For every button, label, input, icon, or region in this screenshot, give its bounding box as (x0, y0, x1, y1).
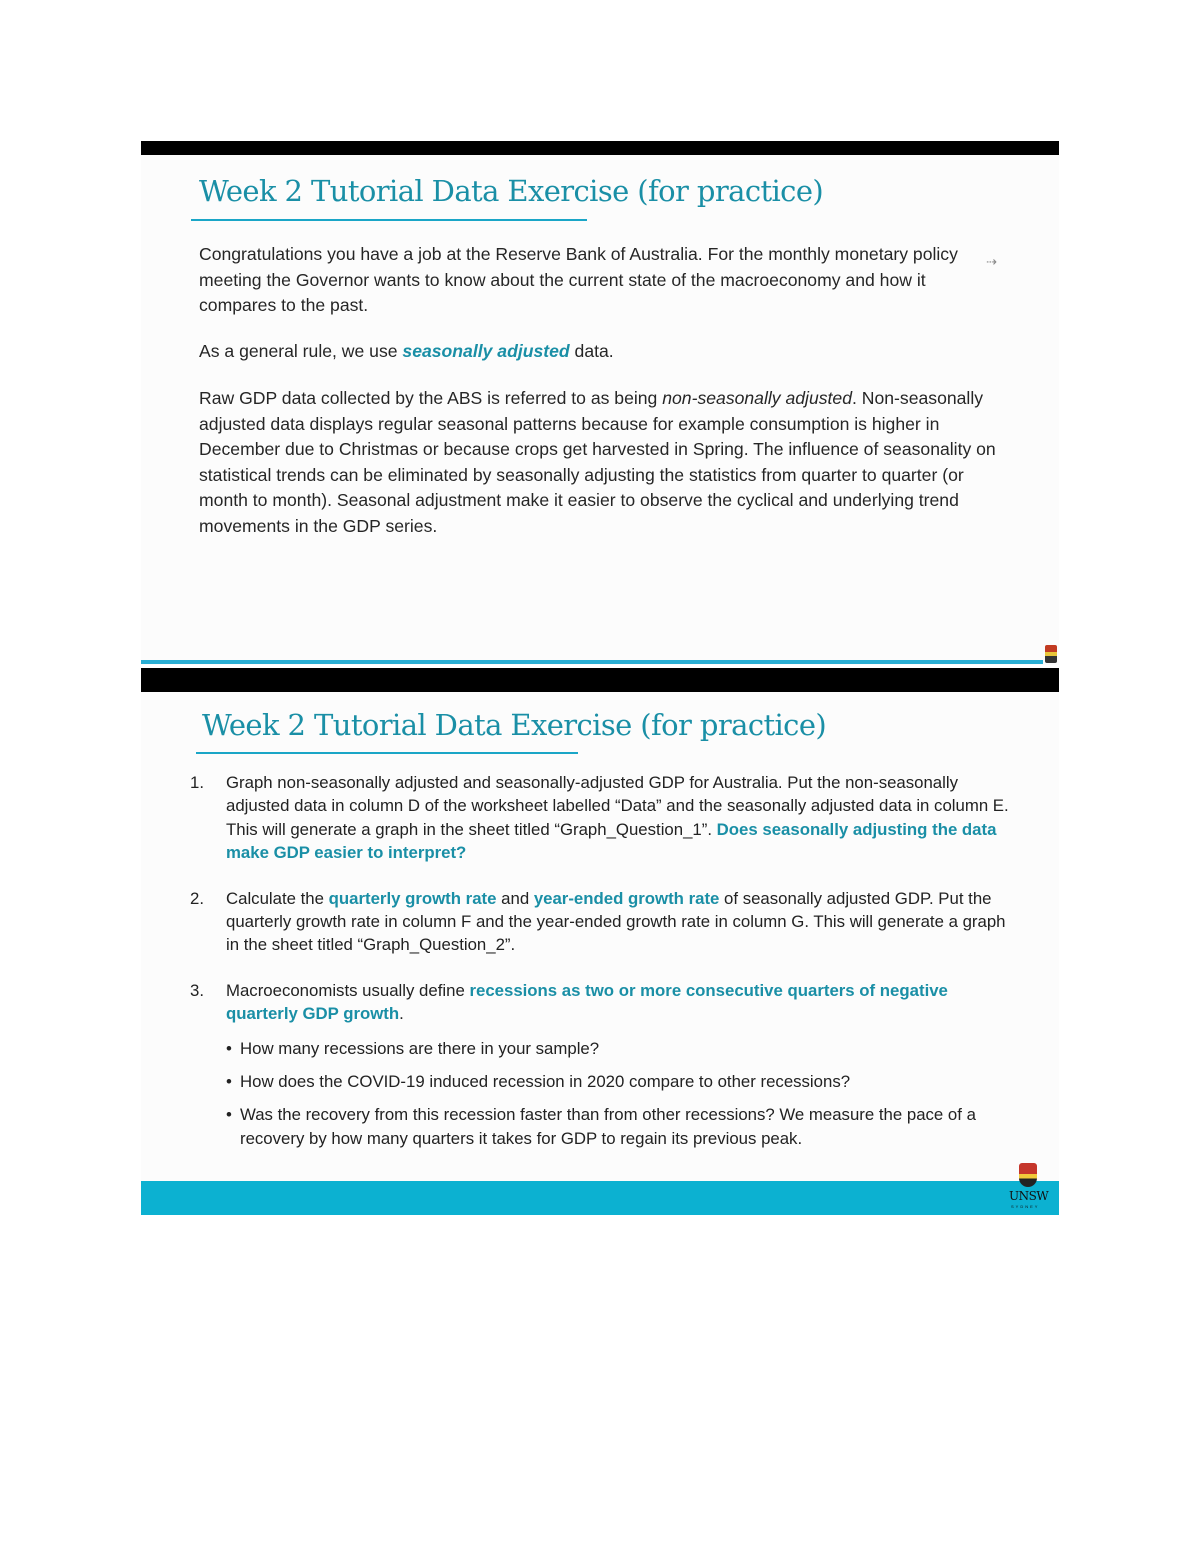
emphasis-text: year-ended growth rate (533, 888, 720, 908)
bullet-icon: • (226, 1038, 232, 1058)
slide-1 (141, 141, 1059, 665)
sub-question-text: How many recessions are there in your sample? (240, 1038, 600, 1058)
item-number: 2. (190, 888, 204, 908)
bullet-icon: • (226, 1105, 232, 1125)
slide-top-bar (141, 141, 1059, 155)
slide-footer (141, 1181, 1059, 1215)
list-item (185, 979, 1015, 1150)
title-underline (191, 219, 587, 221)
item-number: 1. (190, 773, 204, 792)
text-run: Raw GDP data collected by the ABS is referred to as being (199, 388, 663, 408)
unsw-crest-icon (1019, 1163, 1037, 1187)
unsw-logo-text: UNSW (1009, 1189, 1049, 1203)
raw-gdp-paragraph (199, 386, 999, 539)
sub-question (226, 1070, 1015, 1093)
sub-question (226, 1103, 1015, 1150)
task-text: Graph non-seasonally adjusted and seasonally-adjusted GDP for Australia. Put the non-seasonally adjusted data in column D of the worksheet labelled “Data” and the seasonally adjusted data in column E. This will generate a graph in the sheet titled “Graph_Question_1”. (226, 773, 1009, 839)
bullet-icon: • (226, 1072, 232, 1092)
sub-question-list (226, 1037, 1015, 1151)
text-run: Calculate the (226, 888, 329, 908)
text-run: data. (569, 341, 614, 361)
task-list (185, 771, 1015, 1160)
emphasis-text: recessions as two or more consecutive quarters of negative quarterly GDP growth (226, 980, 948, 1024)
intro-paragraph: Congratulations you have a job at the Reserve Bank of Australia. For the monthly monetary policy meeting the Governor wants to know about the current state of the macroeconomy and how it compares to the past. (199, 244, 958, 315)
text-run: As a general rule, we use (199, 341, 403, 361)
text-run: . Non-seasonally adjusted data displays regular seasonal patterns because for example consumption is higher in December due to Christmas or because crops get harvested in Spring. The influence of seasonality on statistical trends can be eliminated by seasonally adjusting the statistics from quarter to quarter (or month to month). Seasonal adjustment make it easier to observe the cyclical and underlying trend movements in the GDP series. (199, 388, 996, 536)
title-underline (196, 752, 578, 754)
slide-title: Week 2 Tutorial Data Exercise (for practice) (199, 174, 824, 208)
sub-question (226, 1037, 1015, 1060)
emphasis-text: Does seasonally adjusting the data make GDP easier to interpret? (226, 819, 997, 863)
italic-text: non-seasonally adjusted (662, 388, 852, 408)
text-run: of seasonally adjusted GDP. Put the quarterly growth rate in column F and the year-ended growth rate in column G. This will generate a graph in the sheet titled “Graph_Question_2”. (226, 888, 1006, 955)
text-run: and (496, 888, 534, 908)
emphasis-text: quarterly growth rate (328, 888, 497, 908)
slide-title: Week 2 Tutorial Data Exercise (for practice) (202, 708, 827, 742)
emphasis-text: seasonally adjusted (402, 341, 570, 361)
list-item (185, 771, 1015, 865)
slide-2 (141, 668, 1059, 1215)
slide-bottom-rule (141, 660, 1043, 664)
unsw-logo-subtext: SYDNEY (1011, 1204, 1040, 1209)
item-number: 3. (190, 980, 204, 1000)
unsw-crest-icon (1045, 645, 1057, 663)
text-run: Macroeconomists usually define (226, 980, 470, 1000)
list-item (185, 887, 1015, 957)
general-rule-paragraph (199, 339, 959, 365)
cursor-icon: ⇢ (986, 254, 997, 269)
sub-question-text: How does the COVID-19 induced recession in 2020 compare to other recessions? (240, 1072, 851, 1092)
sub-question-text: Was the recovery from this recession faster than from other recessions? We measure the pace of a recovery by how many quarters it takes for GDP to regain its previous peak. (240, 1105, 976, 1148)
slide-top-bar (141, 668, 1059, 692)
text-run: . (399, 1004, 404, 1024)
